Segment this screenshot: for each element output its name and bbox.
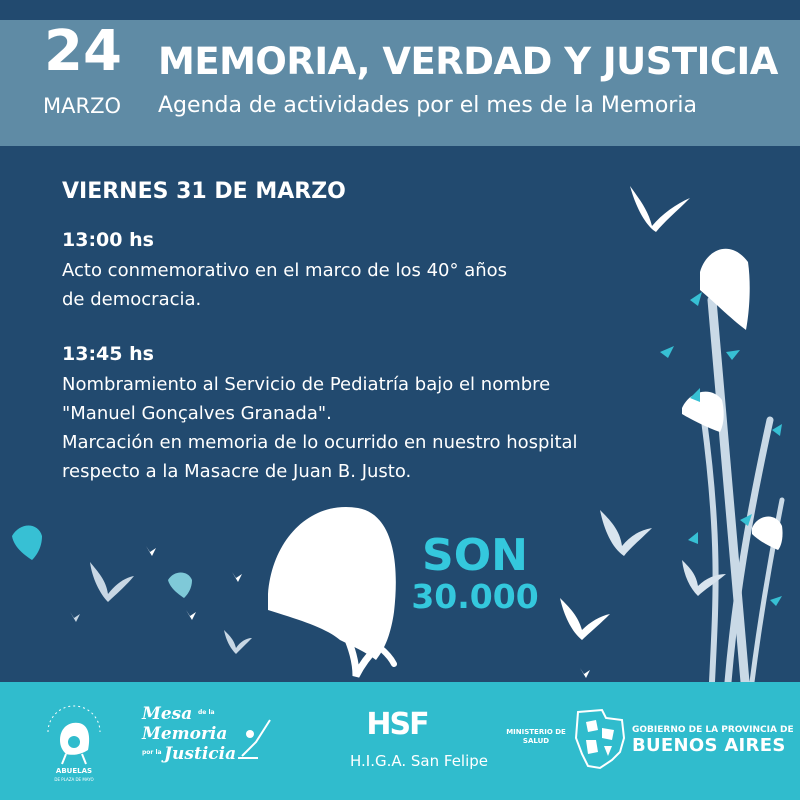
date-day: 24 [44,19,122,84]
hsf-logo [350,702,489,782]
gobierno-label: GOBIERNO DE LA PROVINCIA DE [632,725,794,735]
event-description-line: de democracia. [62,288,202,310]
scales-figure-icon [236,712,280,762]
event-description-line: Acto conmemorativo en el marco de los 40° años [62,259,508,281]
hsf-mark: HSF [366,707,428,742]
agenda-day-heading: VIERNES 31 DE MARZO [62,179,346,204]
slogan-line-1: SON [422,530,528,581]
hsf-name: H.I.G.A. San Felipe [350,752,489,770]
ministerio-label: MINISTERIO DE SALUD [506,728,566,745]
event-description-line: respecto a la Masacre de Juan B. Justo. [62,460,412,482]
slogan [410,530,540,616]
event-time: 13:45 hs [62,343,154,365]
date-month: MARZO [43,94,121,118]
event-time: 13:00 hs [62,229,154,251]
mesa-line-3-small: por la [142,749,162,756]
mesa-line-1-small: de la [198,709,215,716]
agenda-event [62,229,662,314]
event-description-line: Nombramiento al Servicio de Pediatría bajo el nombre [62,373,551,395]
mesa-line-3: Justicia [164,744,237,764]
province-map-icon [572,708,628,772]
footer-logos [0,682,800,800]
flower-stems-icon [704,300,782,682]
pba-logo [502,706,792,776]
event-description-line: "Manuel Gonçalves Granada". [62,402,332,424]
mesa-line-2: Memoria [142,724,228,744]
page-subtitle: Agenda de actividades por el mes de la Memoria [158,93,697,118]
abuelas-subtitle: DE PLAZA DE MAYO [54,777,94,782]
agenda-event [62,343,662,486]
mesa-line-1: Mesa [142,704,193,724]
event-description-line: Marcación en memoria de lo ocurrido en nuestro hospital [62,431,578,453]
big-kerchief-icon [268,507,396,676]
abuelas-logo [32,692,116,792]
mesa-memoria-logo [142,704,282,780]
abuelas-kerchief-icon [32,692,116,768]
page-title: MEMORIA, VERDAD Y JUSTICIA [158,40,778,83]
slogan-line-2: 30.000 [411,577,539,616]
abuelas-name: ABUELAS [55,767,93,775]
province-name: BUENOS AIRES [632,735,786,756]
